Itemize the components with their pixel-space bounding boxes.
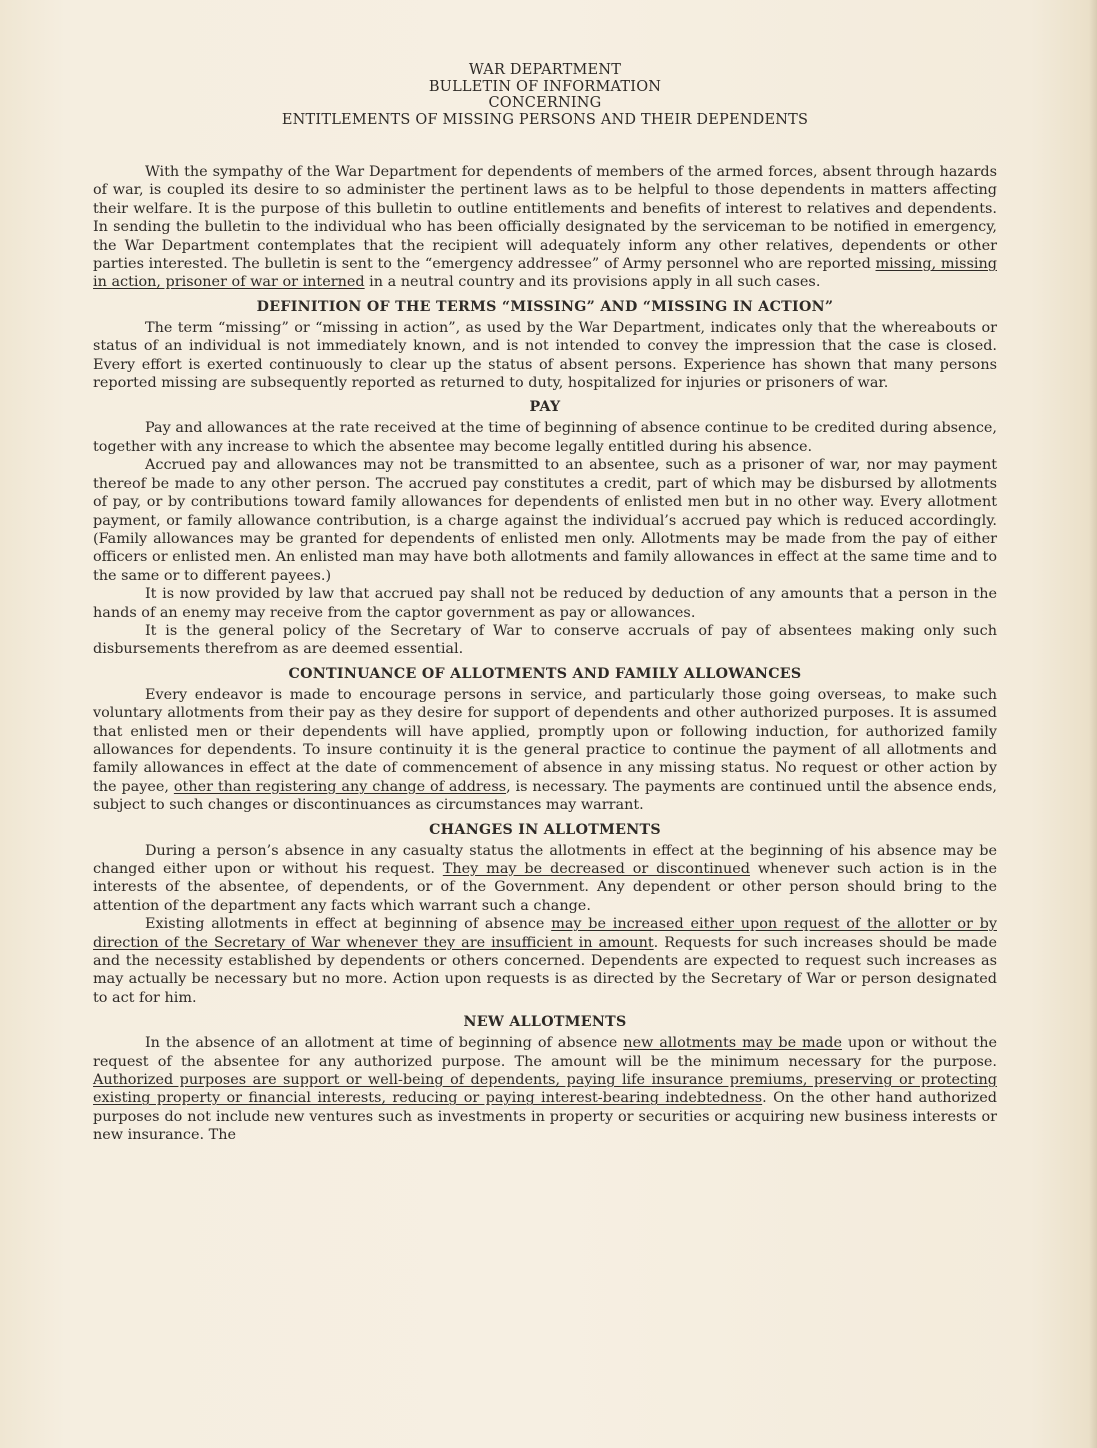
underlined-authorized-purposes: Authorized purposes are support or well-being of dependents, paying life insurance premiums, preserving or protecting existing property or financial interests, reducing or paying interest-bearing indebtedness bbox=[93, 1072, 997, 1107]
pay-paragraph-1: Pay and allowances at the rate received at the time of beginning of absence continue to be credited during absence, together with any increase to which the absentee may become legally entitled during his absence. bbox=[93, 420, 997, 455]
bulletin-body bbox=[93, 163, 997, 1145]
underlined-statuses: missing, missing in action, prisoner of war or interned bbox=[93, 256, 997, 291]
section-title-pay: PAY bbox=[529, 399, 561, 416]
section-title-new-allotments: NEW ALLOTMENTS bbox=[463, 1014, 627, 1031]
section-title-changes: CHANGES IN ALLOTMENTS bbox=[429, 821, 661, 838]
changes-paragraph-1: During a person’s absence in any casualty status the allotments in effect at the beginning of his absence may be changed either upon or without his request. They may be decreased or discontinued whenever such action is in the interests of the absentee, of dependents, or of the Government. Any dependent or other person should bring to the attention of the department any facts which warrant such a change. bbox=[93, 842, 997, 914]
changes-paragraph-2: Existing allotments in effect at beginning of absence may be increased either upon request of the allotter or by direction of the Secretary of War whenever they are insufficient in amount. Requests for such increases should be made and the necessity established by dependents or others concerned. Dependents are expected to request such increases as may actually be necessary but no more. Action upon requests is as directed by the Secretary of War or person designated to act for him. bbox=[93, 916, 997, 1006]
header-line-subject: ENTITLEMENTS OF MISSING PERSONS AND THEIR DEPENDENTS bbox=[281, 111, 809, 128]
header-line-concerning: CONCERNING bbox=[488, 95, 602, 111]
pay-paragraph-4: It is the general policy of the Secretary of War to conserve accruals of pay of absentees making only such disbursements therefrom as are deemed essential. bbox=[93, 622, 997, 658]
header-line-department: WAR DEPARTMENT bbox=[468, 62, 622, 78]
intro-paragraph: With the sympathy of the War Department for dependents of members of the armed forces, absent through hazards of war, is coupled its desire to so administer the pertinent laws as to be helpful to those dependents in matters affecting their welfare. It is the purpose of this bulletin to outline entitlements and benefits of interest to relatives and dependents. In sending the bulletin to the individual who has been officially designated by the serviceman to be notified in emergency, the War Department contemplates that the recipient will adequately inform any other relatives, dependents or other parties interested. The bulletin is sent to the “emergency addressee” of Army personnel who are reported missing, missing in action, prisoner of war or interned in a neutral country and its provisions apply in all such cases. bbox=[93, 164, 997, 291]
definition-paragraph: The term “missing” or “missing in action”, as used by the War Department, indicates only that the whereabouts or status of an individual is not immediately known, and is not intended to convey the impression that the case is closed. Every effort is exerted continuously to clear up the status of absent persons. Experience has shown that many persons reported missing are subsequently reported as returned to duty, hospitalized for injuries or prisoners of war. bbox=[93, 319, 997, 392]
header-line-bulletin: BULLETIN OF INFORMATION bbox=[428, 78, 662, 95]
new-allotments-paragraph: In the absence of an allotment at time of beginning of absence new allotments may be made upon or without the request of the absentee for any authorized purpose. The amount will be the minimum necessary for the purpose. Authorized purposes are support or well-being of dependents, paying life insurance premiums, preserving or protecting existing property or financial interests, reducing or paying interest-bearing indebtedness. On the other hand authorized purposes do not include new ventures such as investments in property or securities or acquiring new business interests or new insurance. The bbox=[93, 1035, 997, 1144]
section-title-definition: DEFINITION OF THE TERMS “MISSING” AND “MISSING IN ACTION” bbox=[256, 298, 834, 315]
underlined-new-allotments: new allotments may be made bbox=[623, 1035, 842, 1052]
continuance-paragraph: Every endeavor is made to encourage persons in service, and particularly those going overseas, to make such voluntary allotments from their pay as they desire for support of dependents and other authorized purposes. It is assumed that enlisted men or their dependents will have applied, promptly upon or following induction, for authorized family allowances for dependents. To insure continuity it is the general practice to continue the payment of all allotments and family allowances in effect at the date of commencement of absence in any missing status. No request or other action by the payee, other than registering any change of address, is necessary. The payments are continued until the absence ends, subject to such changes or discontinuances as circumstances may warrant. bbox=[93, 686, 997, 814]
page-edge-shadow bbox=[1089, 0, 1097, 1448]
bulletin-content bbox=[93, 62, 997, 1145]
underlined-decrease: They may be decreased or discontinued bbox=[442, 861, 750, 877]
pay-paragraph-2: Accrued pay and allowances may not be transmitted to an absentee, such as a prisoner of war, nor may payment thereof be made to any other person. The accrued pay constitutes a credit, part of which may be disbursed by allotments of pay, or by contributions toward family allowances for dependents of enlisted men but in no other way. Every allotment payment, or family allowance contribution, is a charge against the individual’s accrued pay which is reduced accordingly. (Family allowances may be granted for dependents of enlisted men only. Allotments may be made from the pay of either officers or enlisted men. An enlisted man may have both allotments and family allowances in effect at the same time and to the same or to different payees.) bbox=[93, 457, 997, 584]
bulletin-header bbox=[93, 62, 997, 128]
underlined-increase: may be increased either upon request of the allotter or by direction of the Secretary of War whenever they are insufficient in amount bbox=[93, 916, 997, 951]
pay-paragraph-3: It is now provided by law that accrued pay shall not be reduced by deduction of any amounts that a person in the hands of an enemy may receive from the captor government as pay or allowances. bbox=[93, 586, 997, 621]
section-title-continuance: CONTINUANCE OF ALLOTMENTS AND FAMILY ALLOWANCES bbox=[288, 665, 802, 682]
underlined-address-change: other than registering any change of address bbox=[173, 778, 507, 795]
